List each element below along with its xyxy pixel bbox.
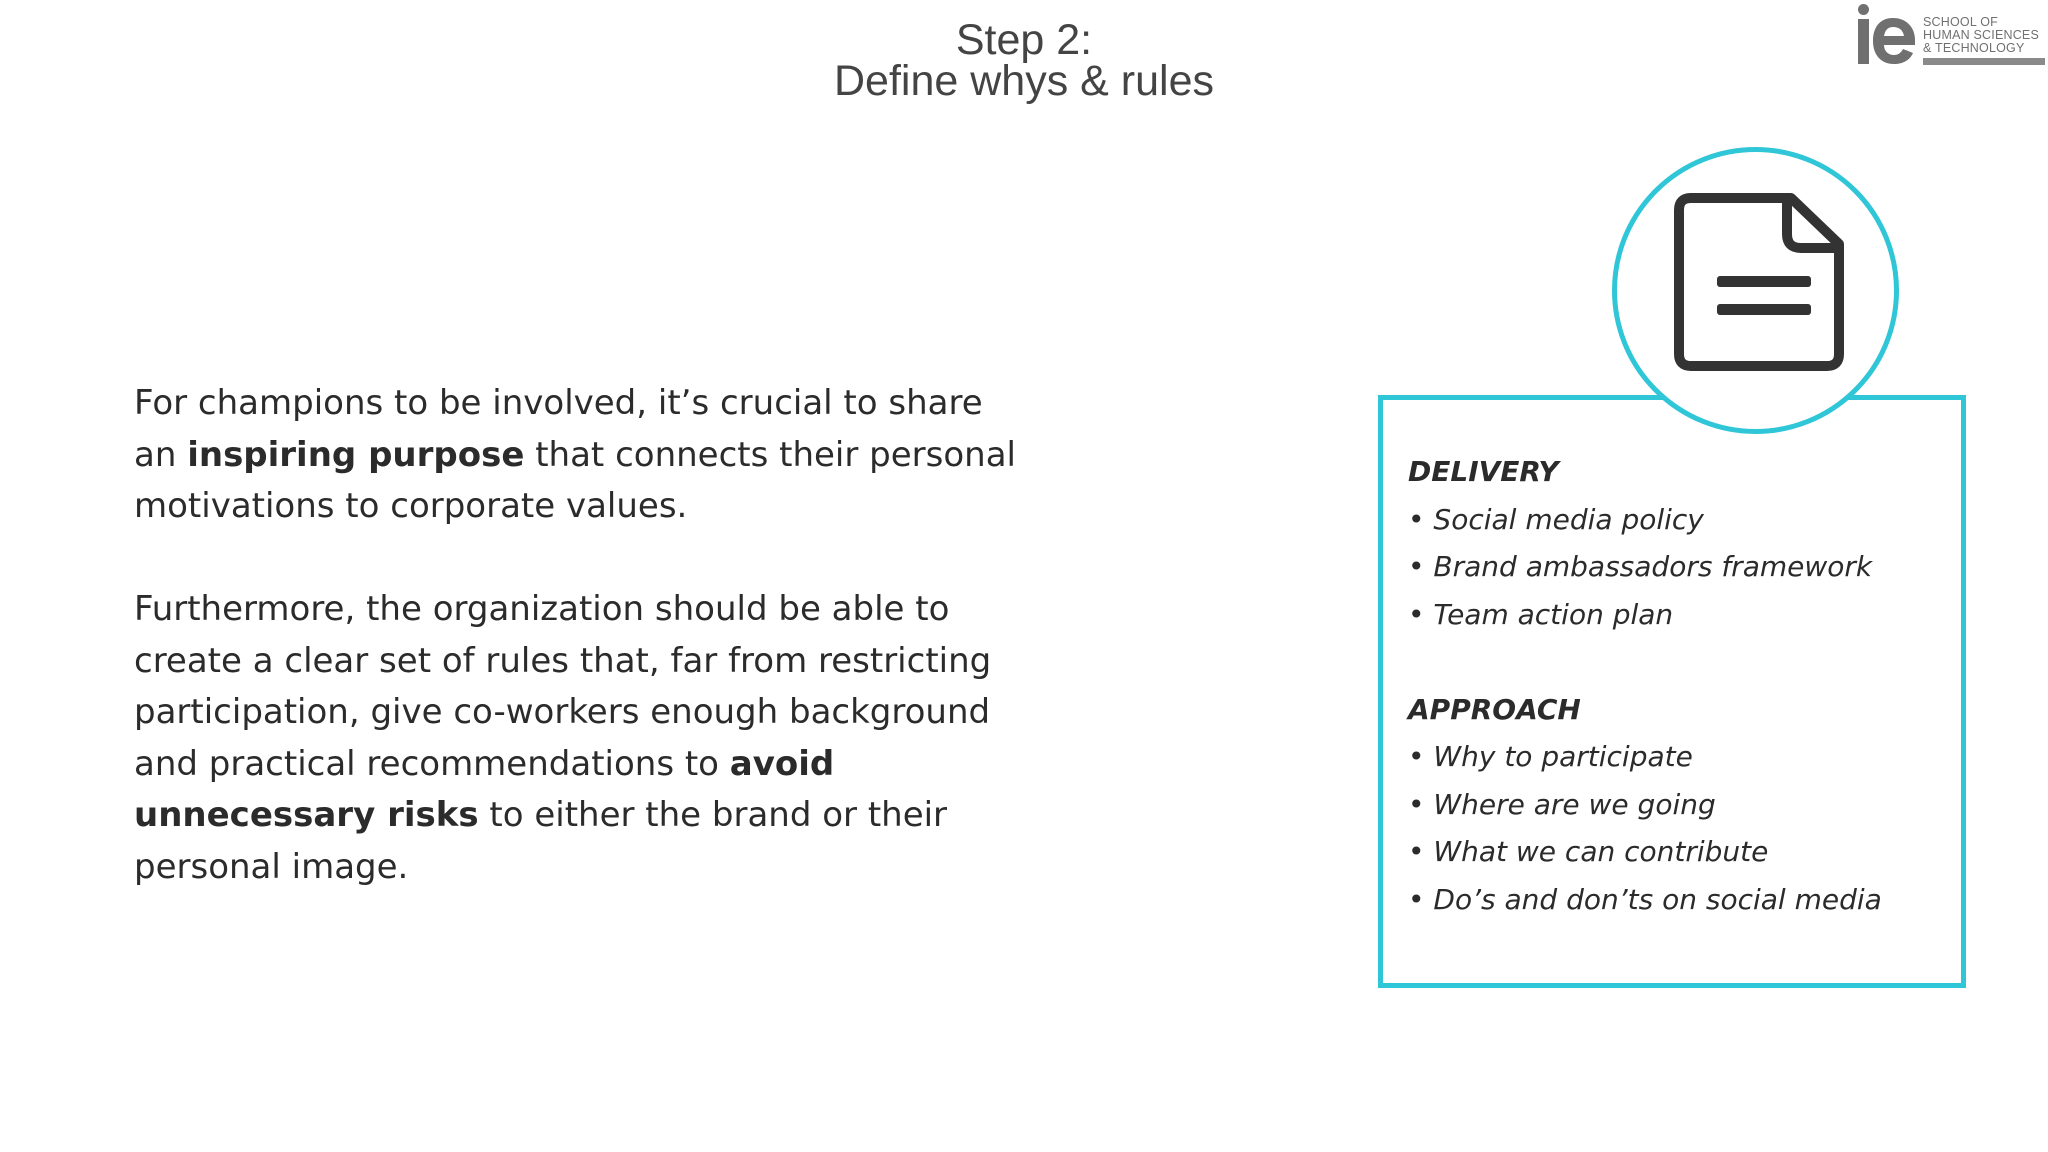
paragraph-rules-text-end: to either the brand or their personal image. xyxy=(134,795,948,887)
paragraph-purpose-text: For champions to be involved, it’s crucial to share an xyxy=(134,383,983,475)
logo-line3: & TECHNOLOGY xyxy=(1923,41,2025,55)
logo-line2: HUMAN SCIENCES xyxy=(1923,28,2040,42)
approach-list xyxy=(1408,733,1948,923)
list-item: • What we can contribute xyxy=(1408,828,1948,876)
slide-title-line1: Step 2: xyxy=(955,16,1093,64)
list-item: • Team action plan xyxy=(1408,591,1948,639)
list-item: • Why to participate xyxy=(1408,733,1948,781)
ie-logo-text xyxy=(1923,16,2047,55)
paragraph-purpose xyxy=(134,378,1034,533)
paragraph-purpose-bold: inspiring purpose xyxy=(187,434,525,475)
logo-underline xyxy=(1923,58,2045,65)
body-text xyxy=(134,378,1034,893)
list-item: • Do’s and don’ts on social media xyxy=(1408,876,1948,924)
approach-heading: APPROACH xyxy=(1408,692,1581,726)
document-icon-circle xyxy=(1612,147,1899,434)
logo-line1: SCHOOL OF xyxy=(1923,15,1998,29)
paragraph-rules-bold: avoid unnecessary risks xyxy=(134,743,835,835)
ie-logo-mark xyxy=(1855,2,1919,66)
slide-title xyxy=(0,16,2048,105)
paragraph-rules-text: Furthermore, the organization should be able to create a clear set of rules that, far from restricting participation, give co-workers enough background and practical recommendations to xyxy=(134,589,992,784)
paragraph-purpose-text-end: that connects their personal motivations to corporate values. xyxy=(134,434,1016,526)
list-item: • Social media policy xyxy=(1408,496,1948,544)
delivery-list xyxy=(1408,496,1948,639)
paragraph-rules xyxy=(134,584,1034,893)
delivery-heading: DELIVERY xyxy=(1408,455,1559,488)
slide-title-line2: Define whys & rules xyxy=(834,57,1214,105)
document-icon xyxy=(1661,186,1851,376)
list-item: • Brand ambassadors framework xyxy=(1408,543,1948,591)
list-item: • Where are we going xyxy=(1408,781,1948,829)
card-content xyxy=(1408,448,1948,923)
ie-logo xyxy=(1855,2,2045,68)
